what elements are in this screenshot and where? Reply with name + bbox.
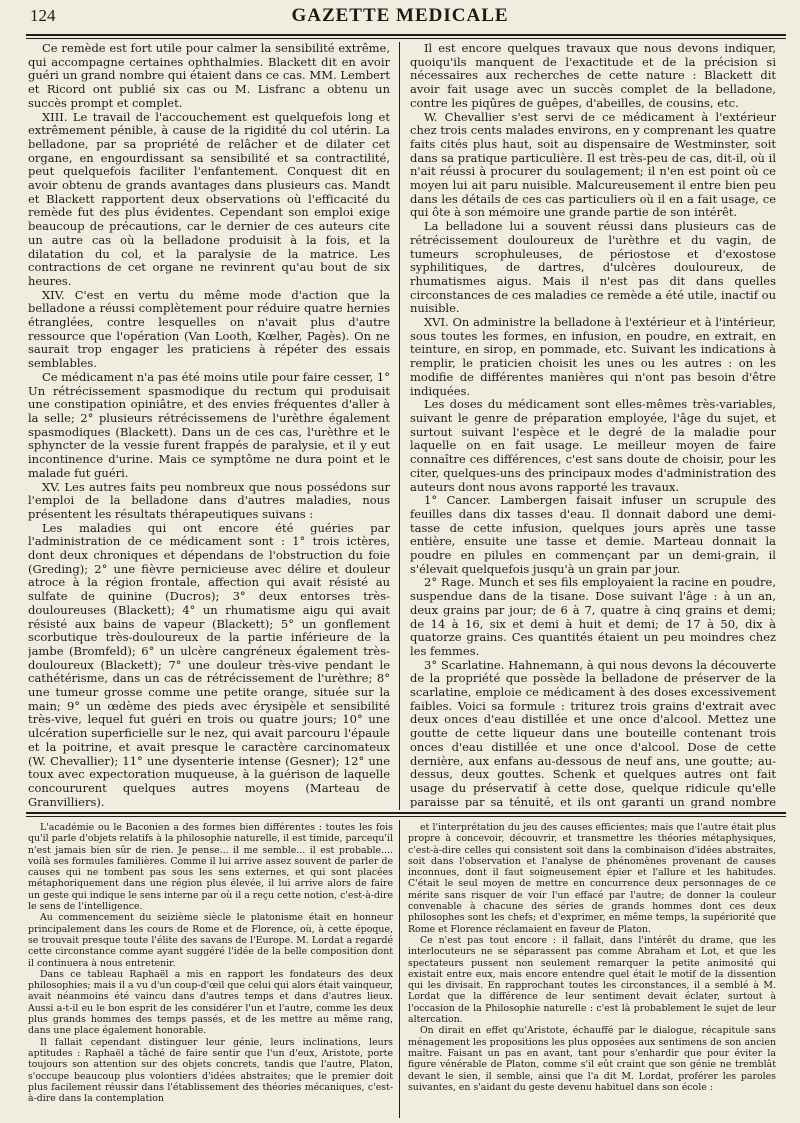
paragraph: 2° Rage. Munch et ses fils employaient la racine en poudre, suspendue dans de la tisane. Dose suivant l'âge : à un an, deux grains par jour; de 6 à 7, quatre à cinq grains et demi; de 14 à 16, six et demi à huit et demi; de 17 à 50, dix à quatorze grains. Ces quantités étaient un peu moindres chez les femmes. <box>410 575 776 658</box>
paragraph: Ce n'est pas tout encore : il fallait, dans l'intérêt du drame, que les interlocuteurs ne se séparassent pas comme Abraham et Lot, et que les spectateurs pussent non seulement remarquer la petite animosité qui existait entre eux, mais encore entendre quel était le motif de la dissention qui les divisait. En rapprochant toutes les circonstances, il a semblé à M. Lordat que la différence de leur sentiment devait éclater, surtout à l'occasion de la Philosophie naturelle : c'est là probablement le sujet de leur altercation. <box>408 934 776 1026</box>
feuilleton-left-column <box>28 822 393 1118</box>
running-title: GAZETTE MEDICALE <box>291 5 509 26</box>
paragraph: W. Chevallier s'est servi de ce médicament à l'extérieur chez trois cents malades environs, en y comprenant les quatre faits cités plus haut, soit au dispensaire de Westminster, soit dans sa pratique particulière. Il est très-peu de cas, dit-il, où il n'ait réussi à procurer du soulagement; il n'en est point où ce moyen lui ait paru nuisible. Malcureusement il entre bien peu dans les détails de ces cas particuliers où il en a fait usage, ce qui ôte à son mémoire une grande partie de son intérêt. <box>410 109 776 220</box>
feuilleton-right-column <box>408 822 776 1118</box>
paragraph: Il est encore quelques travaux que nous devons indiquer, quoiqu'ils manquent de l'exactitude et de la précision si nécessaires aux recherches de cette nature : Blackett dit avoir fait usage avec un succès complet de la belladone, contre les piqûres de guêpes, d'abeilles, de cousins, etc. <box>410 42 776 110</box>
paragraph: La belladone lui a souvent réussi dans plusieurs cas de rétrécissement douloureux de l'urèthre et du vagin, de tumeurs scrophuleuses, de périostose et d'exostose syphilitiques, de dartres, d'ulcères douloureux, de rhumatismes aigus. Mais il n'est pas dit dans quelles circonstances de ces maladies ce remède a été utile, inactif ou nuisible. <box>410 219 776 316</box>
paragraph: XVI. On administre la belladone à l'extérieur et à l'intérieur, sous toutes les formes, en infusion, en poudre, en extrait, en teinture, en sirop, en pommade, etc. Suivant les indications à remplir, le praticien choisit les unes ou les autres : on les modifie de différentes manières qui n'ont pas besoin d'être indiquées. <box>410 315 776 398</box>
paragraph: Les doses du médicament sont elles-mêmes très-variables, suivant le genre de préparation employée, l'âge du sujet, et surtout suivant l'espèce et le degré de la maladie pour laquelle on en fait usage. Le meilleur moyen de faire connaître ces différences, c'est sans doute de choisir, pour les citer, quelques-uns des principaux modes d'administration des auteurs dont nous avons rapporté les travaux. <box>410 397 776 494</box>
page-number: 124 <box>30 6 56 25</box>
article-right-column <box>410 42 776 808</box>
paragraph: Les maladies qui ont encore été guéries par l'administration de ce médicament sont : 1° trois ictères, dont deux chroniques et dépendans de l'obstruction du foie (Greding); 2° une fièvre pernicieuse avec délire et douleur atroce à la région frontale, affection qui avait résisté au sulfate de quinine (Ducros); 3° deux entorses très-douloureuses (Blackett); 4° un rhumatisme aigu qui avait résisté aux bains de vapeur (Blackett); 5° un gonflement scorbutique très-douloureux de la partie inférieure de la jambe (Bromfeld); 6° un ulcère cangréneux également très-douloureux (Blackett); 7° une douleur très-vive pendant le cathétérisme, dans un cas de rétrécissement de l'urèthre; 8° une tumeur grosse comme une petite orange, située sur la main; 9° un œdème des pieds avec érysipèle et sensibilité très-vive, lequel fut guéri en trois ou quatre jours; 10° une ulcération superficielle sur le nez, qui avait parcouru l'épaule et la poitrine, et avait presque le caractère carcinomateux (W. Chevallier); 11° une dysenterie intense (Gesner); 12° une toux avec expectoration muqueuse, à la guérison de laquelle concoururent quelques autres moyens (Marteau de Granvilliers). <box>28 520 390 808</box>
paragraph: 1° Cancer. Lambergen faisait infuser un scrupule des feuilles dans dix tasses d'eau. Il donnait dabord une demi-tasse de cette infusion, quelques jours après une tasse entière, ensuite une tasse et demie. Marteau donnait la poudre en pilules en commençant par un demi-grain, il s'élevait quelquefois jusqu'à un grain par jour. <box>410 493 776 576</box>
feuilleton-rule <box>26 812 786 817</box>
paragraph: Il fallait cependant distinguer leur génie, leurs inclinations, leurs aptitudes : Raphaël a tâché de faire sentir que l'un d'eux, Aristote, porte toujours son attention sur des objets concrets, tandis que l'autre, Platon, s'occupe beaucoup plus volontiers d'idées abstraites; que le premier doit plus facilement réussir dans l'établissement des théories mécaniques, c'est-à-dire dans la contemplation <box>28 1036 393 1105</box>
paragraph: Dans ce tableau Raphaël a mis en rapport les fondateurs des deux philosophies; mais il a vu d'un coup-d'œil que celui qui alors était vainqueur, avait néanmoins été vaincu dans d'autres temps et dans d'autres lieux. Aussi a-t-il eu le bon esprit de les considérer l'un et l'autre, comme les deux plus grands hommes des temps passés, et de les mettre au même rang, dans une place également honorable. <box>28 968 393 1037</box>
paragraph: Ce médicament n'a pas été moins utile pour faire cesser, 1° Un rétrécissement spasmodique du rectum qui produisait une constipation opiniâtre, et des envies fréquentes d'aller à la selle; 2° plusieurs rétrécissemens de l'urèthre également spasmodiques (Blackett). Dans un de ces cas, l'urèthre et le sphyncter de la vessie furent frappés de paralysie, et il y eut incontinence d'urine. Mais ce symptôme ne dura point et le malade fut guéri. <box>28 369 390 480</box>
paragraph: et l'interprétation du jeu des causes efficientes; mais que l'autre était plus propre à concevoir, découvrir, et transmettre les théories métaphysiques, c'est-à-dire celles qui consistent soit dans la combinaison d'idées abstraites, soit dans l'observation et l'analyse de phénomènes provenant de causes inconnues, dont il faut soigneusement épier et l'allure et les habitudes. C'était le seul moyen de mettre en concurrence deux personnages de ce mérite sans risquer de voir l'un effacé par l'autre; de donner la couleur convenable à chacune des séries de grands hommes dont ces deux philosophes sont les chefs; et d'exprimer, en même temps, la supériorité que Rome et Florence réclamaient en faveur de Platon. <box>408 822 776 935</box>
column-divider <box>399 42 400 810</box>
paragraph: XV. Les autres faits peu nombreux que nous possédons sur l'emploi de la belladone dans d'autres maladies, nous présentent les résultats thérapeutiques suivans : <box>28 479 390 521</box>
paragraph: Ce remède est fort utile pour calmer la sensibilité extrême, qui accompagne certaines ophthalmies. Blackett dit en avoir guéri un grand nombre qui étaient dans ce cas. MM. Lembert et Ricord ont publié six cas ou M. Lisfranc a obtenu un succès prompt et complet. <box>28 42 390 110</box>
paragraph: On dirait en effet qu'Aristote, échauffé par le dialogue, récapitule sans ménagement les propositions les plus opposées aux sentimens de son ancien maître. Faisant un pas en avant, tant pour s'enhardir que pour éviter la figure vénérable de Platon, comme s'il eût craint que son génie ne tremblât devant le sien, il semble, ainsi que l'a dit M. Lordat, proférer les paroles suivantes, en s'aidant du geste devenu habituel dans son école : <box>408 1025 776 1093</box>
paragraph: 3° Scarlatine. Hahnemann, à qui nous devons la découverte de la propriété que possède la belladone de préserver de la scarlatine, emploie ce médicament à des doses excessivement faibles. Voici sa formule : triturez trois grains d'extrait avec deux onces d'eau distillée et une once d'alcool. Mettez une goutte de cette liqueur dans une bouteille contenant trois onces d'eau distillée et une once d'alcool. Dose de cette dernière, aux enfans au-dessous de neuf ans, une goutte; au-dessus, deux gouttes. Schenk et quelques autres ont fait usage du préservatif à cette dose, quelque ridicule qu'elle paraisse par sa ténuité, et ils ont garanti un grand nombre <box>410 657 776 808</box>
paragraph: XIV. C'est en vertu du même mode d'action que la belladone a réussi complètement pour réduire quatre hernies étranglées, contre lesquelles on n'avait plus d'autre ressource que l'opération (Van Looth, Kœlher, Pagès). On ne saurait trop engager les praticiens à répéter des essais semblables. <box>28 287 390 371</box>
feuilleton-column-divider <box>399 820 400 1118</box>
paragraph: XIII. Le travail de l'accouchement est quelquefois long et extrêmement pénible, à cause de la rigidité du col utérin. La belladone, par sa propriété de relâcher et de dilater cet organe, en engourdissant sa sensibilité et sa contractilité, peut quelquefois faciliter l'enfantement. Conquest dit en avoir obtenu de grands avantages dans plusieurs cas. Mandt et Blackett rapportent deux observations où l'efficacité du remède fut des plus évidentes. Cependant son emploi exige beaucoup de précautions, car le dernier de ces auteurs cite un autre cas où la belladone produisit à la fois, et la dilatation du col, et la paralysie de la matrice. Les contractions de cet organe ne revinrent qu'au bout de six heures. <box>28 109 390 288</box>
article-left-column <box>28 42 390 808</box>
header-rule <box>26 34 786 39</box>
paragraph: Au commencement du seizième siècle le platonisme était en honneur principalement dans les cours de Rome et de Florence, où, à cette époque, se trouvait presque toute l'élite des savans de l'Europe. M. Lordat a regardé cette circonstance comme ayant suggéré l'idée de la belle composition dont il continuera à nous entretenir. <box>28 912 393 969</box>
paragraph: L'académie ou le Baconien a des formes bien différentes : toutes les fois qu'il parle d'objets relatifs à la philosophie naturelle, il est timide, parcequ'il n'est jamais bien sûr de rien. Je pense... il me semble... il est probable.... voilà ses formules familières. Comme il lui arrive assez souvent de parler de causes qui ne tombent pas sous les sens externes, et qui sont placées métaphoriquement dans une région plus élevée, il lui arrive alors de faire un geste qui indique le sens interne par où il a reçu cette notion, c'est-à-dire le sens de l'intelligence. <box>28 822 393 913</box>
